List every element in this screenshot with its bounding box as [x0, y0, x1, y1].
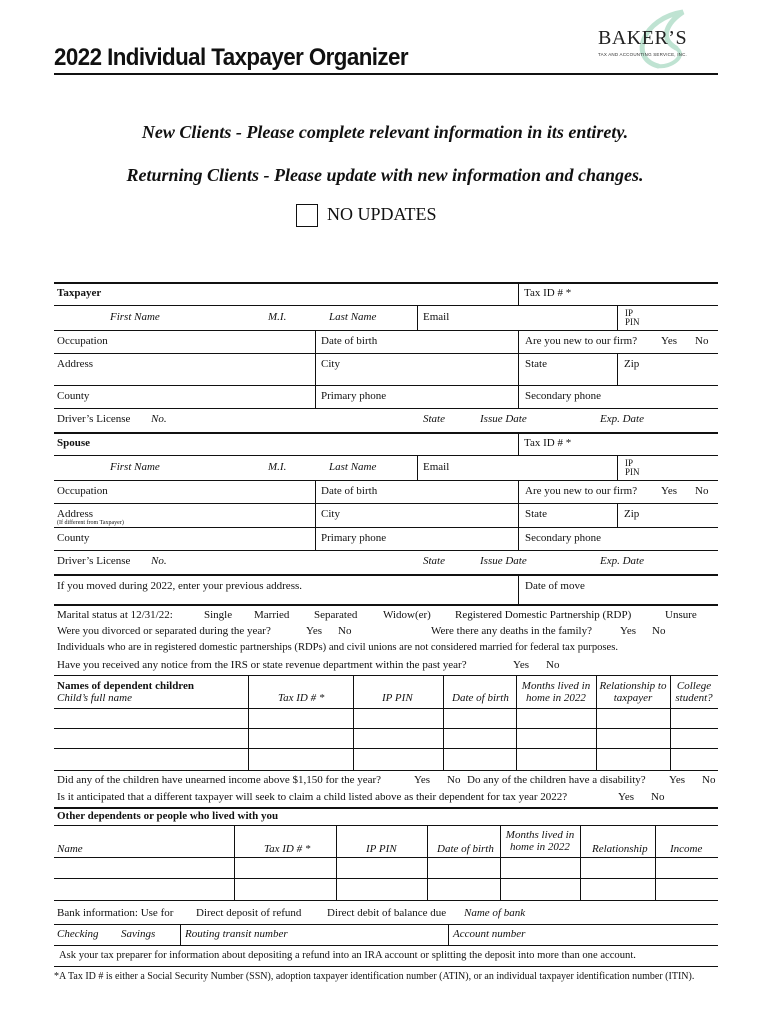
marital-married-option[interactable]: Married	[254, 609, 290, 621]
spouse-email-field[interactable]: Email	[423, 461, 450, 473]
spouse-state-field[interactable]: State	[525, 508, 547, 520]
direct-deposit-option[interactable]: Direct deposit of refund	[196, 907, 302, 919]
divorced-no-option[interactable]: No	[338, 625, 352, 637]
spouse-last-name-field[interactable]: Last Name	[329, 461, 377, 473]
spouse-tax-id-field[interactable]: Tax ID # *	[524, 437, 572, 449]
taxpayer-dob-field[interactable]: Date of birth	[321, 335, 378, 347]
divorced-yes-option[interactable]: Yes	[306, 625, 323, 637]
spouse-top-rule	[54, 432, 718, 434]
rdp-note: Individuals who are in registered domestic partnerships (RDPs) and civil unions are not considered married for federal tax purposes.	[57, 642, 619, 653]
marital-widower-option[interactable]: Widow(er)	[383, 609, 431, 621]
taxpayer-secondary-phone-field[interactable]: Secondary phone	[525, 390, 602, 402]
spouse-new-yes-option[interactable]: Yes	[661, 485, 678, 497]
other-ip-pin-column: IP PIN	[366, 843, 397, 855]
child-months-column: Months lived in home in 2022	[521, 680, 591, 704]
routing-number-field[interactable]: Routing transit number	[185, 928, 288, 940]
taxpayer-dl-exp-date-field[interactable]: Exp. Date	[600, 413, 644, 425]
spouse-zip-field[interactable]: Zip	[624, 508, 640, 520]
other-tax-id-column: Tax ID # *	[264, 843, 311, 855]
irs-notice-question: Have you received any notice from the IRS or state revenue department within the past year?	[57, 659, 467, 671]
spouse-section-label: Spouse	[57, 437, 91, 449]
disability-yes-option[interactable]: Yes	[669, 774, 686, 786]
savings-option[interactable]: Savings	[121, 928, 156, 940]
direct-debit-option[interactable]: Direct debit of balance due	[327, 907, 447, 919]
taxpayer-mi-field[interactable]: M.I.	[268, 311, 287, 323]
checking-option[interactable]: Checking	[57, 928, 99, 940]
bank-name-field[interactable]: Name of bank	[464, 907, 526, 919]
previous-address-field[interactable]: If you moved during 2022, enter your previous address.	[57, 580, 303, 592]
spouse-primary-phone-field[interactable]: Primary phone	[321, 532, 387, 544]
taxpayer-occupation-field[interactable]: Occupation	[57, 335, 108, 347]
child-college-column: College student?	[675, 680, 713, 704]
taxpayer-email-field[interactable]: Email	[423, 311, 450, 323]
spouse-dl-exp-date-field[interactable]: Exp. Date	[600, 555, 644, 567]
claim-yes-option[interactable]: Yes	[618, 791, 635, 803]
taxpayer-zip-field[interactable]: Zip	[624, 358, 640, 370]
other-dependents-heading: Other dependents or people who lived with you	[57, 810, 279, 822]
other-months-column: Months lived in home in 2022	[505, 829, 575, 853]
child-name-column: Child’s full name	[57, 692, 132, 704]
tax-id-footnote: *A Tax ID # is either a Social Security Number (SSN), adoption taxpayer identification number (ATIN), or an individual taxpayer identification number (ITIN).	[54, 971, 695, 982]
spouse-address-note: (If different from Taxpayer)	[57, 520, 124, 526]
deaths-no-option[interactable]: No	[652, 625, 666, 637]
other-income-column: Income	[670, 843, 703, 855]
other-dob-column: Date of birth	[437, 843, 494, 855]
no-updates-label: NO UPDATES	[327, 204, 437, 224]
deaths-yes-option[interactable]: Yes	[620, 625, 637, 637]
taxpayer-dl-state-field[interactable]: State	[423, 413, 445, 425]
spouse-dl-state-field[interactable]: State	[423, 555, 445, 567]
other-name-column: Name	[57, 843, 83, 855]
returning-clients-notice: Returning Clients - Please update with new information and changes.	[126, 165, 644, 185]
logo-name: BAKER’S	[598, 27, 688, 49]
taxpayer-state-field[interactable]: State	[525, 358, 547, 370]
unearned-income-question: Did any of the children have unearned income above $1,150 for the year?	[57, 774, 382, 786]
claim-no-option[interactable]: No	[651, 791, 665, 803]
spouse-mi-field[interactable]: M.I.	[268, 461, 287, 473]
company-logo	[588, 8, 718, 70]
taxpayer-dl-number-field[interactable]: No.	[151, 413, 167, 425]
new-clients-notice: New Clients - Please complete relevant information in its entirety.	[141, 122, 629, 142]
date-of-move-field[interactable]: Date of move	[525, 580, 585, 592]
taxpayer-city-field[interactable]: City	[321, 358, 340, 370]
taxpayer-county-field[interactable]: County	[57, 390, 90, 402]
disability-no-option[interactable]: No	[702, 774, 716, 786]
irs-notice-no-option[interactable]: No	[546, 659, 560, 671]
spouse-first-name-field[interactable]: First Name	[110, 461, 160, 473]
spouse-occupation-field[interactable]: Occupation	[57, 485, 108, 497]
ira-deposit-note: Ask your tax preparer for information about depositing a refund into an IRA account or splitting the deposit into more than one account.	[59, 950, 636, 961]
page-title: 2022 Individual Taxpayer Organizer	[54, 44, 409, 71]
spouse-new-no-option[interactable]: No	[695, 485, 709, 497]
spouse-address-field[interactable]: Address	[57, 508, 94, 520]
taxpayer-drivers-license-label: Driver’s License	[57, 413, 131, 425]
bank-info-label: Bank information: Use for	[57, 907, 174, 919]
spouse-dl-issue-date-field[interactable]: Issue Date	[480, 555, 527, 567]
no-updates-checkbox[interactable]	[296, 204, 318, 227]
spouse-new-to-firm-label: Are you new to our firm?	[525, 485, 638, 497]
taxpayer-dl-issue-date-field[interactable]: Issue Date	[480, 413, 527, 425]
form-top-rule	[54, 282, 718, 284]
taxpayer-section-label: Taxpayer	[57, 287, 102, 299]
taxpayer-address-field[interactable]: Address	[57, 358, 94, 370]
marital-rdp-option[interactable]: Registered Domestic Partnership (RDP)	[455, 609, 632, 621]
dependents-heading: Names of dependent children	[57, 680, 194, 692]
irs-notice-yes-option[interactable]: Yes	[513, 659, 530, 671]
spouse-city-field[interactable]: City	[321, 508, 340, 520]
deaths-question: Were there any deaths in the family?	[431, 625, 592, 637]
marital-status-label: Marital status at 12/31/22:	[57, 609, 173, 621]
child-tax-id-column: Tax ID # *	[278, 692, 325, 704]
taxpayer-primary-phone-field[interactable]: Primary phone	[321, 390, 387, 402]
child-dob-column: Date of birth	[452, 692, 509, 704]
spouse-dob-field[interactable]: Date of birth	[321, 485, 378, 497]
marital-separated-option[interactable]: Separated	[314, 609, 358, 621]
taxpayer-last-name-field[interactable]: Last Name	[329, 311, 377, 323]
taxpayer-new-to-firm-label: Are you new to our firm?	[525, 335, 638, 347]
spouse-dl-number-field[interactable]: No.	[151, 555, 167, 567]
other-relationship-column: Relationship	[592, 843, 648, 855]
logo-subtitle: TAX AND ACCOUNTING SERVICE, INC.	[598, 52, 687, 57]
taxpayer-first-name-field[interactable]: First Name	[110, 311, 160, 323]
child-ip-pin-column: IP PIN	[382, 692, 413, 704]
claim-child-question: Is it anticipated that a different taxpayer will seek to claim a child listed above as their dependent for tax year 2022?	[57, 791, 568, 803]
divorced-question: Were you divorced or separated during the year?	[57, 625, 271, 637]
taxpayer-ip-pin-field[interactable]: IP PIN	[625, 308, 640, 327]
unearned-yes-option[interactable]: Yes	[414, 774, 431, 786]
taxpayer-tax-id-field[interactable]: Tax ID # *	[524, 287, 572, 299]
marital-unsure-option[interactable]: Unsure	[665, 609, 697, 621]
child-relationship-column: Relationship to taxpayer	[599, 680, 667, 704]
taxpayer-new-no-option[interactable]: No	[695, 335, 709, 347]
title-rule	[54, 73, 718, 75]
marital-single-option[interactable]: Single	[204, 609, 233, 621]
spouse-county-field[interactable]: County	[57, 532, 90, 544]
spouse-drivers-license-label: Driver’s License	[57, 555, 131, 567]
taxpayer-new-yes-option[interactable]: Yes	[661, 335, 678, 347]
spouse-ip-pin-field[interactable]: IP PIN	[625, 458, 640, 477]
spouse-secondary-phone-field[interactable]: Secondary phone	[525, 532, 602, 544]
account-number-field[interactable]: Account number	[453, 928, 526, 940]
disability-question: Do any of the children have a disability?	[467, 774, 646, 786]
unearned-no-option[interactable]: No	[447, 774, 461, 786]
